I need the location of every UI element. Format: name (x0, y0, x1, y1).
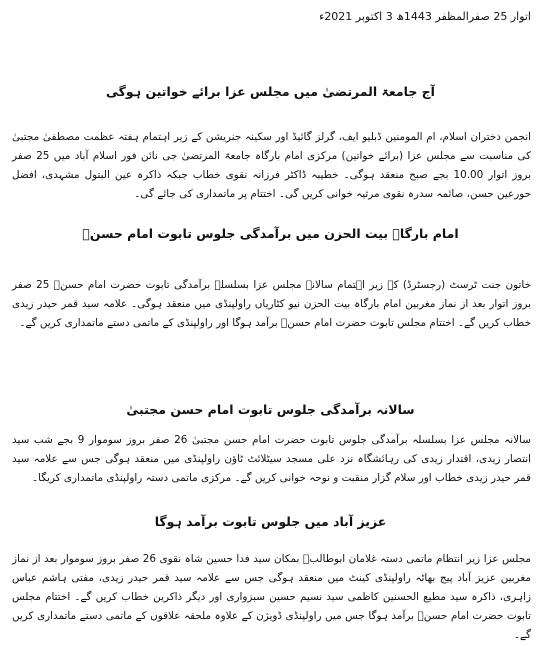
section-1-heading: آج جامعۃ المرتضیٰ میں مجلس عزا برائے خواتین ہوگی (106, 84, 435, 99)
section-4-heading: عزیز آباد میں جلوس تابوت برآمد ہوگا (154, 514, 387, 529)
section-2-body: خاتون جنت ٹرسٹ (رجسٹرڈ) کے زیر اہتمام سالانہ مجلس عزا بسلسلہ برآمدگی تابوت حضرت امام حسنؑ 25 صفر بروز اتوار بعد از نماز مغربین امام بارگاہ بیت الحزن نیو کٹاریاں راولپنڈی میں منعقد ہوگی۔ علامہ سید قمر حیدر زیدی خطاب کریں گے۔ اختتام مجلس تابوت حضرت امام حسنؑ برآمد ہوگا اور راولپنڈی کے ماتمی دستے ماتمداری کریں گے۔ (12, 279, 531, 329)
section-3-heading: سالانہ برآمدگی جلوس تابوت امام حسن مجتبیٰ (126, 402, 415, 417)
dateline: اتوار 25 صفرالمظفر 1443ھ 3 اکتوبر 2021ء (319, 10, 531, 23)
section-2-heading: امام بارگاہ بیت الحزن میں برآمدگی جلوس تابوت امام حسنؑ (82, 226, 459, 241)
section-1-body: انجمن دختران اسلام، ام المومنین ڈبلیو ایف، گرلز گائیڈ اور سکینہ جنریشن کے زیر اہتمام ہفتہ عظمت مصطفیٰ مجتبیٰ کی مناسبت سے مجلس عزا (برائے خواتین) مرکزی امام بارگاہ جامعۃ المرتضیٰ جی نائن فور اسلام آباد میں 25 صفر بروز اتوار 10.00 بجے صبح منعقد ہوگی۔ خطیبہ ڈاکٹر فرزانہ نقوی خطاب جبکہ ذاکرہ عین البتول مشہدی، افضل حورعین حسن، صائمہ سدرہ نقوی مرثیہ خوانی کریں گی۔ اختتام پر ماتمداری کی جائے گی۔ (12, 131, 532, 200)
section-3-body: سالانہ مجلس عزا بسلسلہ برآمدگی جلوس تابوت حضرت امام حسن مجتبیٰ 26 صفر بروز سوموار 9 بجے شب سید انتصار زیدی، اقتدار زیدی کی رہائشگاہ نزد علی مسجد سیٹلائٹ ٹاؤن راولپنڈی میں منعقد ہوگی جس سے علامہ سید قمر حیدر زیدی خطاب اور سلام گزار منقبت و نوحہ خوانی کریں گے۔ مرکزی ماتمی دستہ راولپنڈی ماتمداری کریگا۔ (12, 434, 531, 484)
section-4-body: مجلس عزا زیر انتظام ماتمی دستہ غلامان ابوطالبؑ بمکان سید فدا حسین شاہ نقوی 26 صفر بروز سوموار بعد از نماز مغربین عزیز آباد پیج بھاٹہ راولپنڈی کینٹ میں منعقد ہوگی جس سے علامہ سید قمر حیدر زیدی، مفتی ہاشم عباس زاہری، ذاکرہ سید مطیع الحسنین کاظمی سید نسیم حسین سبزواری اور دیگر ذاکرین خطاب کریں گے۔ اختتام مجلس تابوت حضرت امام حسنؑ برآمد ہوگا جس میں راولپنڈی ڈویژن کے علاوہ ملحقہ علاقوں کے ماتمی دستے ماتمداری کریں گے۔ (12, 553, 531, 641)
